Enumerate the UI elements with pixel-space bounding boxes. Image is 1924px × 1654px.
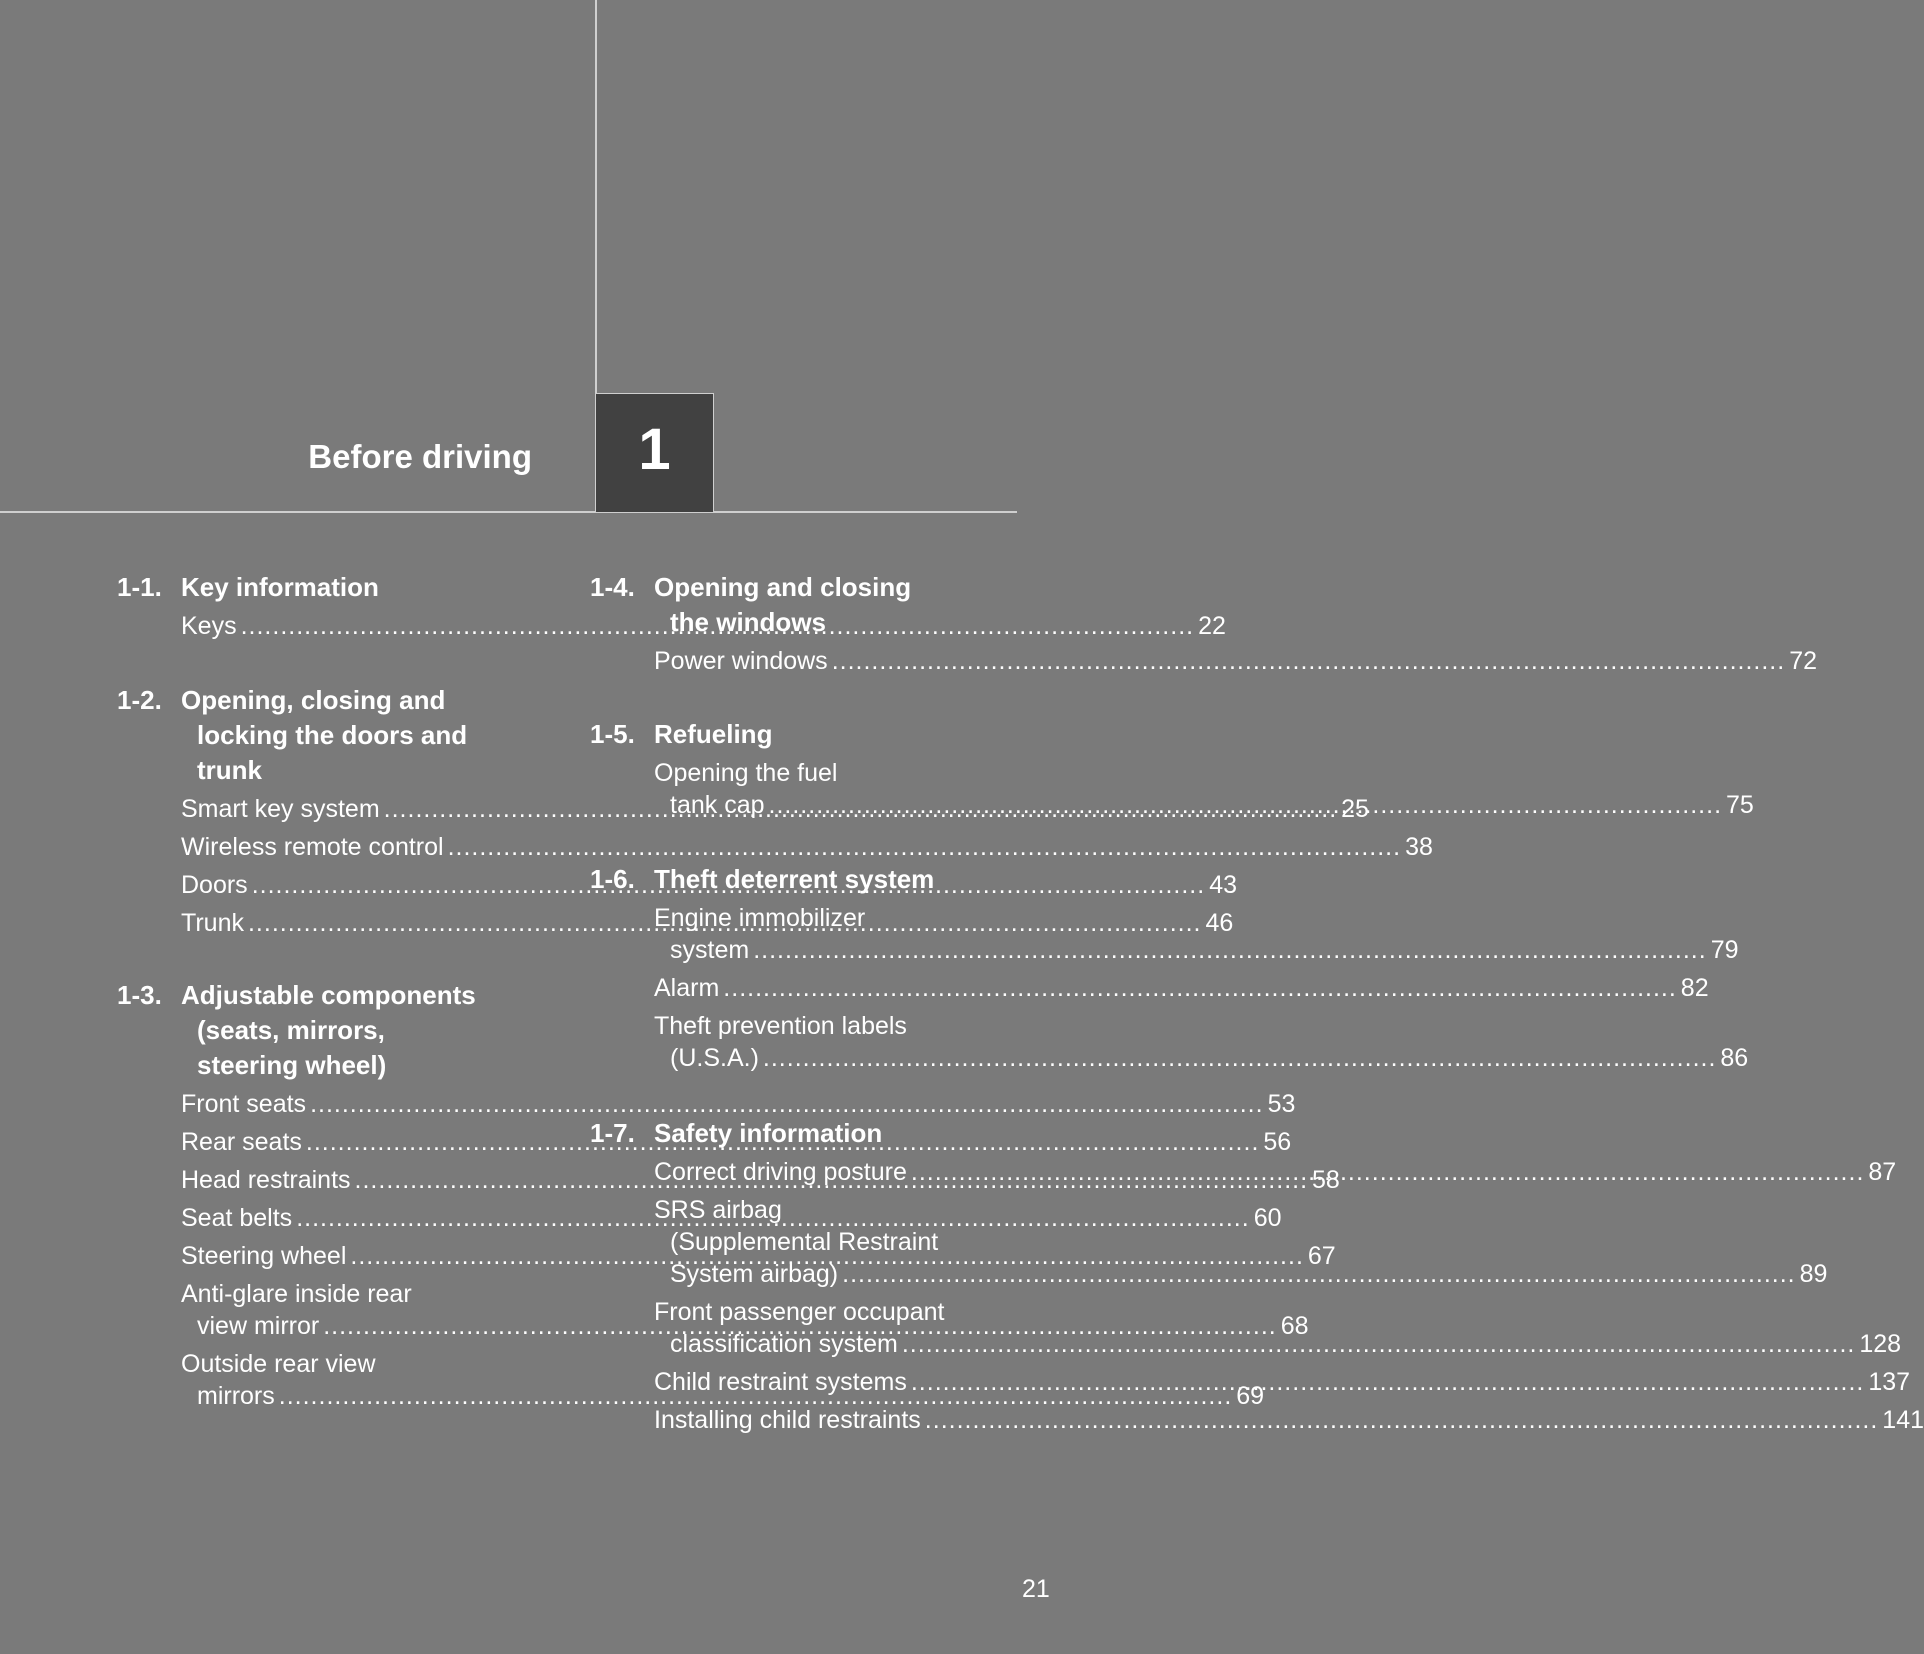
entry-title: Front seats xyxy=(181,1090,307,1118)
entry-text-line: Anti-glare inside rear xyxy=(181,1280,412,1308)
chapter-title: Before driving xyxy=(308,438,532,475)
entry-title: Head restraints xyxy=(181,1166,351,1194)
section-title-line: trunk xyxy=(197,755,262,785)
dot-leader xyxy=(842,1260,1796,1288)
section-title xyxy=(654,862,1022,897)
section-title xyxy=(654,1116,1022,1151)
dot-leader xyxy=(832,647,1786,675)
section-title-line: the windows xyxy=(670,607,826,637)
entry-title: classification system xyxy=(670,1330,898,1358)
dot-leader xyxy=(753,936,1707,964)
toc-entries xyxy=(654,645,1817,677)
section-title-line: Opening, closing and xyxy=(181,685,446,715)
section-heading xyxy=(590,1116,1022,1151)
section-title-line: Opening and closing xyxy=(654,572,912,602)
section-heading xyxy=(117,570,547,605)
entry-title: Trunk xyxy=(181,909,244,937)
entry-page-number: 38 xyxy=(1405,833,1433,861)
section-number: 1-2. xyxy=(117,685,162,715)
dot-leader xyxy=(925,1406,1879,1434)
section-title-line: Key information xyxy=(181,572,379,602)
entry-page-number: 56 xyxy=(1263,1128,1292,1156)
entry-last-line xyxy=(654,1404,1924,1436)
section-number: 1-3. xyxy=(117,980,162,1010)
chapter-number-box xyxy=(595,393,714,513)
dot-leader xyxy=(763,1044,1717,1072)
entry-last-line xyxy=(654,972,1709,1004)
section-title xyxy=(181,683,547,788)
horizontal-divider xyxy=(0,511,1017,513)
entry-page-number: 128 xyxy=(1859,1330,1902,1358)
entry-title: tank cap xyxy=(670,791,765,819)
entry-page-number: 75 xyxy=(1726,791,1754,819)
entry-title: Smart key system xyxy=(181,795,380,823)
section-title-line: (seats, mirrors, xyxy=(197,1015,385,1045)
section-title-line: steering wheel) xyxy=(197,1050,387,1080)
dot-leader xyxy=(723,974,1677,1002)
entry-page-number: 68 xyxy=(1280,1312,1309,1340)
entry-page-number: 137 xyxy=(1868,1368,1911,1396)
dot-leader xyxy=(769,791,1723,819)
dot-leader xyxy=(448,833,1402,861)
entry-title: System airbag) xyxy=(670,1260,839,1288)
entry-page-number: 43 xyxy=(1209,871,1237,899)
dot-leader xyxy=(911,1368,1865,1396)
entry-text-line: Front passenger occupant xyxy=(654,1298,945,1326)
entry-page-number: 72 xyxy=(1789,647,1817,675)
section-number: 1-5. xyxy=(590,719,635,749)
entry-page-number: 67 xyxy=(1307,1242,1336,1270)
section-title xyxy=(654,570,1022,640)
entry-title: mirrors xyxy=(197,1382,275,1410)
entry-page-number: 141 xyxy=(1882,1406,1924,1434)
toc-entry[interactable] xyxy=(654,645,1817,677)
entry-text-line: Opening the fuel xyxy=(654,759,838,787)
entry-title: Steering wheel xyxy=(181,1242,347,1270)
section-title xyxy=(181,570,547,605)
entry-title: Doors xyxy=(181,871,248,899)
entry-page-number: 25 xyxy=(1341,795,1369,823)
entry-last-line xyxy=(181,1088,1296,1120)
entry-text-line: SRS airbag xyxy=(654,1196,782,1224)
section-title-line: Adjustable components xyxy=(181,980,476,1010)
entry-last-line xyxy=(654,1042,1749,1074)
entry-page-number: 89 xyxy=(1799,1260,1828,1288)
section-heading xyxy=(590,570,1022,640)
section-heading xyxy=(590,717,1022,752)
toc-entry[interactable] xyxy=(654,1404,1924,1436)
section-title xyxy=(181,978,547,1083)
entry-title: Child restraint systems xyxy=(654,1368,907,1396)
entry-page-number: 79 xyxy=(1710,936,1739,964)
section-number: 1-1. xyxy=(117,572,162,602)
entry-title: Seat belts xyxy=(181,1204,293,1232)
section-title-line: Safety information xyxy=(654,1118,883,1148)
toc-entry[interactable] xyxy=(654,972,1709,1004)
chapter-number: 1 xyxy=(638,417,671,482)
section-number: 1-4. xyxy=(590,572,635,602)
entry-last-line xyxy=(654,934,1739,966)
section-heading xyxy=(117,683,547,788)
entry-last-line xyxy=(654,1258,1828,1290)
entry-page-number: 82 xyxy=(1680,974,1709,1002)
section-title xyxy=(654,717,1022,752)
section-heading xyxy=(117,978,547,1083)
entry-page-number: 60 xyxy=(1253,1204,1282,1232)
entry-text-line: Theft prevention labels xyxy=(654,1012,907,1040)
entry-title: Keys xyxy=(181,612,237,640)
entry-title: Correct driving posture xyxy=(654,1158,907,1186)
entry-title: view mirror xyxy=(197,1312,320,1340)
entry-page-number: 53 xyxy=(1267,1090,1296,1118)
entry-text-line: Engine immobilizer xyxy=(654,904,866,932)
page-number: 21 xyxy=(1022,1575,1050,1603)
entry-page-number: 46 xyxy=(1205,909,1234,937)
section-heading xyxy=(590,862,1022,897)
entry-last-line xyxy=(654,645,1817,677)
entry-page-number: 69 xyxy=(1236,1382,1265,1410)
entry-title: system xyxy=(670,936,750,964)
dot-leader xyxy=(911,1158,1865,1186)
section-title-line: Refueling xyxy=(654,719,773,749)
vertical-divider xyxy=(595,0,597,393)
entry-page-number: 58 xyxy=(1312,1166,1340,1194)
entry-title: Installing child restraints xyxy=(654,1406,921,1434)
dot-leader xyxy=(310,1090,1264,1118)
toc-entry[interactable] xyxy=(654,1010,1749,1074)
entry-text-line: Outside rear view xyxy=(181,1350,376,1378)
entry-page-number: 87 xyxy=(1868,1158,1897,1186)
section-number: 1-6. xyxy=(590,864,635,894)
entry-title: Alarm xyxy=(654,974,720,1002)
section-title-line: Theft deterrent system xyxy=(654,864,935,894)
toc-entry[interactable] xyxy=(181,831,1433,863)
section-title-line: locking the doors and xyxy=(197,720,468,750)
entry-title: Wireless remote control xyxy=(181,833,444,861)
entry-title: Power windows xyxy=(654,647,828,675)
entry-title: (U.S.A.) xyxy=(670,1044,759,1072)
dot-leader xyxy=(902,1330,1856,1358)
toc-entry[interactable] xyxy=(181,1088,1296,1120)
section-number: 1-7. xyxy=(590,1118,635,1148)
entry-last-line xyxy=(181,831,1433,863)
entry-page-number: 22 xyxy=(1198,612,1226,640)
entry-title: Rear seats xyxy=(181,1128,302,1156)
entry-last-line xyxy=(654,1328,1902,1360)
entry-page-number: 86 xyxy=(1720,1044,1749,1072)
entry-text-line: (Supplemental Restraint xyxy=(670,1228,939,1256)
